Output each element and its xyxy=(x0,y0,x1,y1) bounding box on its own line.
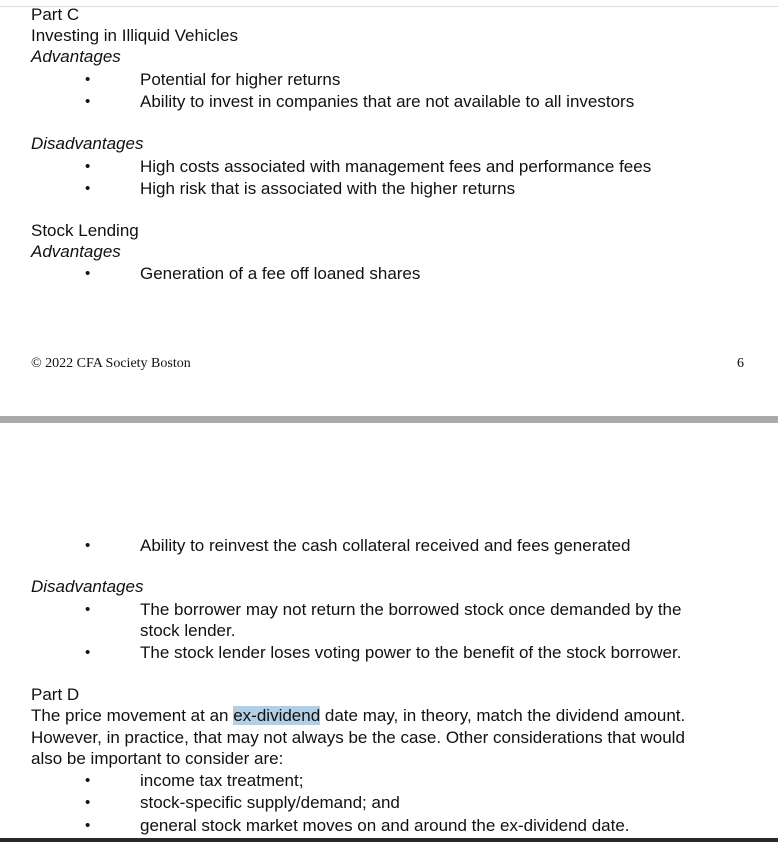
illiquid-vehicles-heading: Investing in Illiquid Vehicles xyxy=(31,26,238,45)
page-top-border xyxy=(0,6,778,7)
highlighted-selection[interactable]: ex-dividend xyxy=(233,706,321,725)
bullet-icon: • xyxy=(85,180,91,197)
part-d-heading: Part D xyxy=(31,685,80,704)
bullet-icon: • xyxy=(85,265,91,282)
illiquid-advantage-item: Ability to invest in companies that are not available to all investors xyxy=(140,92,635,111)
stock-lending-advantage-item: Generation of a fee off loaned shares xyxy=(140,264,421,283)
illiquid-disadvantage-item: High costs associated with management fees and performance fees xyxy=(140,157,652,176)
stock-lending-disadvantage-item: The borrower may not return the borrowed stock once demanded by the xyxy=(140,600,682,619)
part-d-paragraph-line: also be important to consider are: xyxy=(31,749,284,768)
bullet-icon: • xyxy=(85,794,91,811)
part-d-text: The price movement at an xyxy=(31,706,234,725)
part-d-text: date may, in theory, match the dividend amount. xyxy=(320,706,686,725)
illiquid-advantage-item: Potential for higher returns xyxy=(140,70,341,89)
part-c-heading: Part C xyxy=(31,5,80,24)
bullet-icon: • xyxy=(85,601,91,618)
stock-lending-disadvantages-label: Disadvantages xyxy=(31,577,144,596)
stock-lending-disadvantage-item-cont: stock lender. xyxy=(140,621,236,640)
stock-lending-heading: Stock Lending xyxy=(31,221,139,240)
illiquid-advantages-label: Advantages xyxy=(31,47,121,66)
stock-lending-disadvantage-item: The stock lender loses voting power to the benefit of the stock borrower. xyxy=(140,643,682,662)
stock-lending-advantage-item: Ability to reinvest the cash collateral received and fees generated xyxy=(140,536,631,555)
page-number: 6 xyxy=(737,356,744,371)
bullet-icon: • xyxy=(85,93,91,110)
bullet-icon: • xyxy=(85,772,91,789)
consideration-item: general stock market moves on and around the ex-dividend date. xyxy=(140,816,630,835)
illiquid-disadvantage-item: High risk that is associated with the higher returns xyxy=(140,179,516,198)
copyright-footer: © 2022 CFA Society Boston xyxy=(31,356,191,371)
viewer-bottom-edge xyxy=(0,838,778,842)
consideration-item: income tax treatment; xyxy=(140,771,304,790)
bullet-icon: • xyxy=(85,817,91,834)
bullet-icon: • xyxy=(85,537,91,554)
stock-lending-advantages-label: Advantages xyxy=(31,242,121,261)
page-separator xyxy=(0,416,778,423)
bullet-icon: • xyxy=(85,71,91,88)
part-d-paragraph-line xyxy=(31,706,685,726)
illiquid-disadvantages-label: Disadvantages xyxy=(31,134,144,153)
bullet-icon: • xyxy=(85,644,91,661)
consideration-item: stock-specific supply/demand; and xyxy=(140,793,400,812)
part-d-paragraph-line: However, in practice, that may not always be the case. Other considerations that would xyxy=(31,728,685,747)
bullet-icon: • xyxy=(85,158,91,175)
